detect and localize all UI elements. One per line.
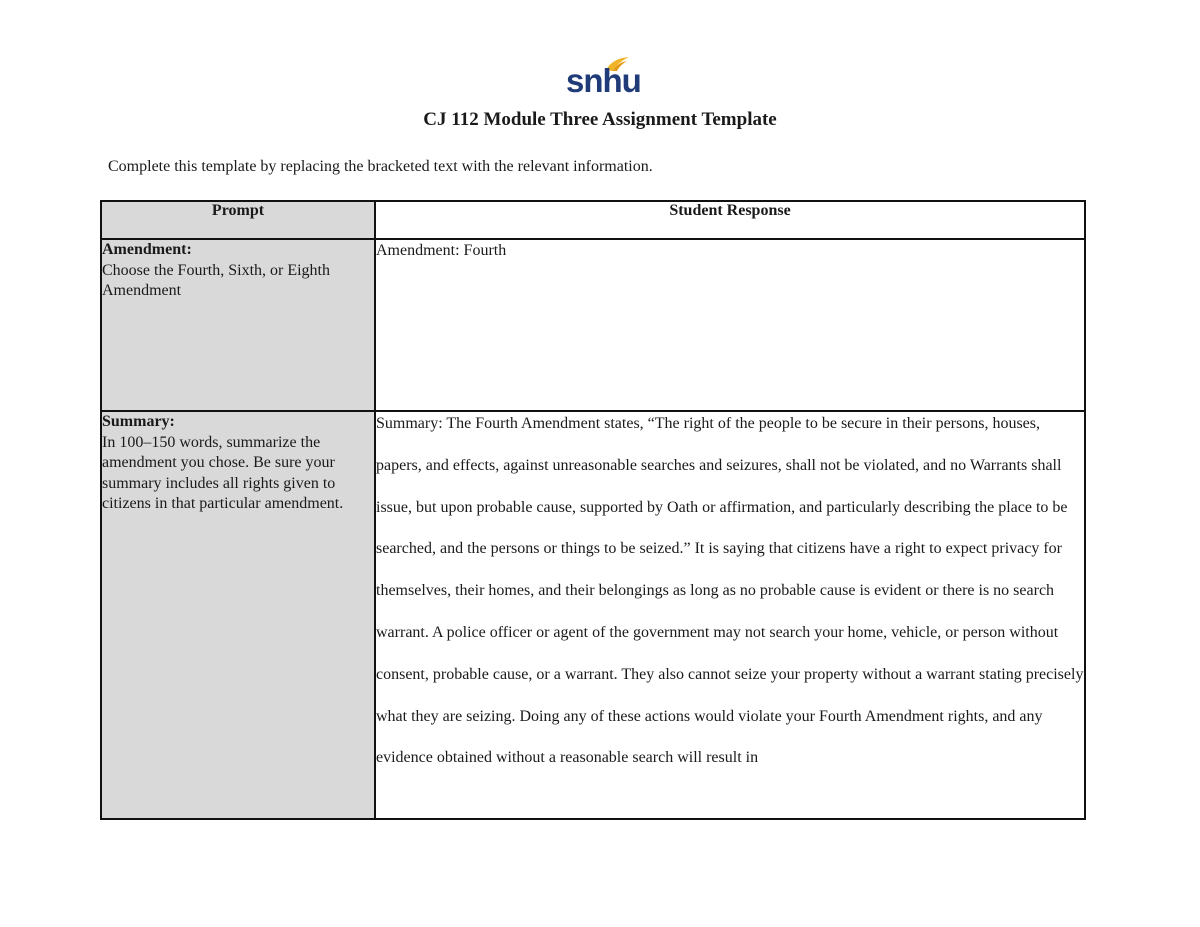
assignment-table <box>100 200 1086 820</box>
prompt-cell-summary <box>101 411 375 819</box>
prompt-label: Amendment: <box>102 241 192 258</box>
response-text[interactable]: Summary: The Fourth Amendment states, “The right of the people to be secure in their persons, houses, papers, and effects, against unreasonable searches and seizures, shall not be violated, and no Warrants shall issue, but upon probable cause, supported by Oath or affirmation, and particularly describing the place to be searched, and the persons or things to be seized.” It is saying that citizens have a right to expect privacy for themselves, their homes, and their belongings as long as no probable cause is evident or there is no search warrant. A police officer or agent of the government may not search your home, vehicle, or person without consent, probable cause, or a warrant. They also cannot seize your property without a warrant stating precisely what they are seizing. Doing any of these actions would violate your Fourth Amendment rights, and any evidence obtained without a reasonable search will result in <box>376 415 1084 767</box>
instructions-text: Complete this template by replacing the bracketed text with the relevant information. <box>108 158 653 175</box>
table-header-row <box>101 201 1085 239</box>
table-row <box>101 239 1085 411</box>
prompt-description: In 100–150 words, summarize the amendment you chose. Be sure your summary includes all rights given to citizens in that particular amendment. <box>102 433 344 512</box>
prompt-description: Choose the Fourth, Sixth, or Eighth Amendment <box>102 261 330 299</box>
document-title: CJ 112 Module Three Assignment Template <box>423 109 777 130</box>
prompt-column-header: Prompt <box>101 201 375 239</box>
table-row <box>101 411 1085 819</box>
response-text[interactable]: Amendment: Fourth <box>376 242 507 259</box>
logo-wordmark: snhu <box>566 62 641 99</box>
prompt-label: Summary: <box>102 413 175 430</box>
prompt-cell-amendment <box>101 239 375 411</box>
response-column-header: Student Response <box>375 201 1085 239</box>
response-cell-summary[interactable] <box>375 411 1085 819</box>
response-cell-amendment[interactable] <box>375 239 1085 411</box>
snhu-logo <box>566 56 641 104</box>
